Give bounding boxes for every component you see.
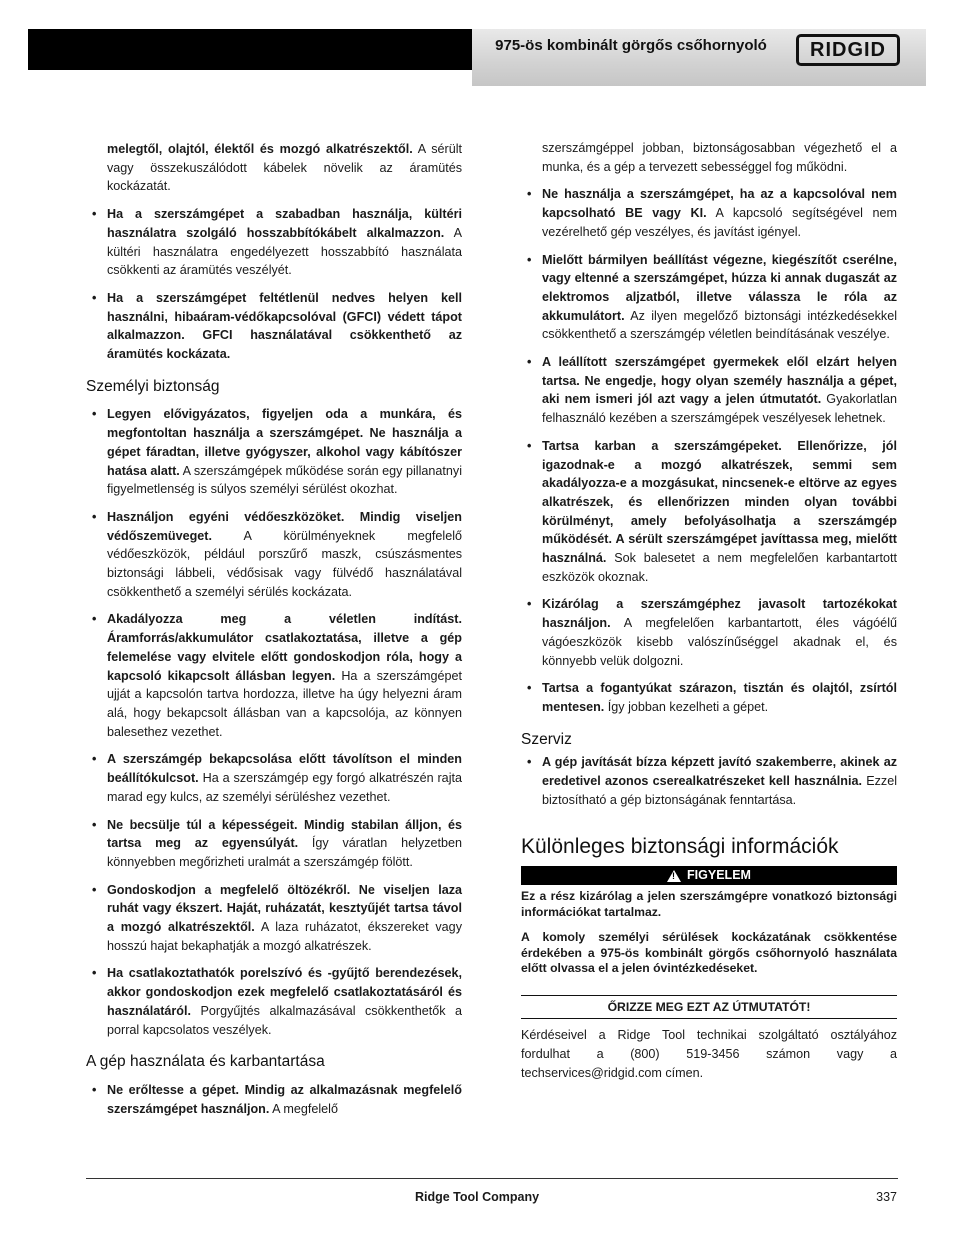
ridgid-logo: RIDGID <box>796 34 900 66</box>
bullet-bold: A szerszámgép bekapcsolása előtt távolítson el minden beállítókulcsot. <box>107 752 462 786</box>
list-item <box>521 679 897 716</box>
bullet-bold: Akadályozza meg a véletlen indítást. Áramforrás/akkumulátor csatlakoztatása, illetve a gép felemelése vagy elvitele előtt gondoskodjon róla, hogy a kapcsoló kikapcsolt állásban legyen. <box>107 612 462 683</box>
bullet-text: Ha a szerszámgép egy forgó alkatrészén rajta marad egy kulcs, az személyi sérüléshez vezethet. <box>107 771 462 804</box>
bullet-bold: Ne erőltesse a gépet. Mindig az alkalmazásnak megfelelő szerszámgépet használjon. <box>107 1082 462 1116</box>
list-item <box>86 964 462 1039</box>
bullet-text: A megfelelően karbantartott, éles vágóélű vágóeszközök kisebb valószínűséggel akadnak el, és könnyebb velük dolgozni. <box>542 616 897 668</box>
list-item <box>521 753 897 809</box>
bullet-text: Az ilyen megelőző biztonsági intézkedésekkel csökkenthető a szerszámgép véletlen beindításának veszélye. <box>542 308 897 342</box>
list-item <box>86 816 462 872</box>
header-title: 975-ös kombinált görgős csőhornyoló <box>495 37 767 54</box>
bullet-text: Gyakorlatlan felhasználó kezében a szerszámgépek veszélyesek lehetnek. <box>542 392 897 426</box>
list-item <box>86 289 462 364</box>
section-heading-personal-safety: Személyi biztonság <box>86 377 220 395</box>
warning-banner <box>521 866 897 885</box>
list-item <box>86 205 462 280</box>
list-item <box>521 353 897 428</box>
left-column <box>86 140 462 1118</box>
bullet-bold: Ha csatlakoztathatók porelszívó és -gyűjtő berendezések, akkor gondoskodjon ezek megfelelő csatlakoztatásáról és használatáról. <box>107 966 462 1018</box>
section-heading-special-safety: Különleges biztonsági információk <box>521 834 839 858</box>
list-item <box>86 405 462 499</box>
warning-text: Ez a rész kizárólag a jelen szerszámgépre vonatkozó biztonsági információkat tartalmaz. <box>521 889 897 919</box>
intro-paragraph <box>86 140 462 196</box>
bullet-text: A kapcsoló segítségével nem vezérelhető gép veszélyes, és javítást igényel. <box>542 206 897 239</box>
bullet-text: Ha a szerszámgépet ujját a kapcsolón tartva hordozza, illetve ha úgy helyezni áram alá, hogy bekapcsolt állásban van a kapcsolója, az könnyen balesethez vezethet. <box>107 668 463 739</box>
list-item <box>521 437 897 587</box>
bullet-bold: A leállított szerszámgépet gyermekek elől elzárt helyen tartsa. Ne engedje, hogy olyan személy használja a gépet, aki nem ismeri jól azt vagy a jelen útmutatót. <box>542 355 897 407</box>
page-number: 337 <box>876 1190 897 1204</box>
bullet-text: Porgyűjtés alkalmazásával csökkenthetők a porral kapcsolatos veszélyek. <box>107 1003 462 1037</box>
section-heading-machine-use: A gép használata és karbantartása <box>86 1053 325 1071</box>
warning-label: FIGYELEM <box>687 868 751 883</box>
bullet-bold: Kizárólag a szerszámgéphez javasolt tartozékokat használjon. <box>542 597 897 631</box>
bullet-text: Így jobban kezelheti a gépet. <box>604 699 769 714</box>
bullet-bold: Használjon egyéni védőeszközöket. Mindig viseljen védőszemüveget. <box>107 509 462 543</box>
warning-text: A komoly személyi sérülések kockázatának csökkentése érdekében a 975-ös kombinált görgős csőhornyoló használata előtt olvassa el a jelen óvintézkedéseket. <box>521 930 897 976</box>
bullet-bold: Gondoskodjon a megfelelő öltözékről. Ne viseljen laza ruhát vagy ékszert. Haját, ruházatát, kesztyűjét tartsa távol a mozgó alkatrészektől. <box>107 882 462 935</box>
list-item <box>86 1081 462 1118</box>
right-column <box>521 139 897 1083</box>
bullet-bold: Legyen elővigyázatos, figyeljen oda a munkára, és megfontoltan használja a szerszámgépet. Ne használja a gépet fáradtan, illetve gyógyszer, alkohol vagy kábítószer hatása alatt. <box>107 407 462 478</box>
header-black-bar <box>28 29 473 70</box>
intro-text: A sérült vagy összekuszálódott kábelek növelik az áramütés kockázatát. <box>107 142 462 194</box>
bullet-text: A kültéri használatra engedélyezett hosszabbító használata csökkenti az áramütés veszélyét. <box>107 225 462 278</box>
bullet-text: Ezzel biztosítható a gép biztonságának fenntartása. <box>542 774 897 807</box>
list-item <box>86 881 462 956</box>
list-item <box>521 185 897 241</box>
keep-instructions-label: ŐRIZZE MEG EZT AZ ÚTMUTATÓT! <box>521 995 897 1020</box>
warning-icon: ! <box>667 870 681 882</box>
bullet-bold: Ha a szerszámgépet feltétlenül nedves helyen kell használni, hibaáram-védőkapcsolóval (GFCI) védett tápot alkalmazzon. GFCI használatával csökkenthető az áramütés kockázata. <box>107 290 462 362</box>
bullet-text: A laza ruházatot, ékszereket vagy hosszú hajat bekaphatják a mozgó alkatrészek. <box>107 920 462 953</box>
bullet-text: Sok balesetet a nem megfelelően karbantartott eszközök okoznak. <box>542 551 897 584</box>
bullet-bold: Ne becsülje túl a képességeit. Mindig stabilan álljon, és tartsa meg az egyensúlyát. <box>107 817 462 851</box>
list-item <box>521 251 897 345</box>
bullet-text: Így váratlan helyzetben könnyebben megőrizheti uralmát a szerszámgép fölött. <box>107 836 462 869</box>
footer-divider <box>86 1178 898 1179</box>
bullet-bold: A gép javítását bízza képzett javító szakemberre, akinek az eredetivel azonos cserealkatrészeket kell használnia. <box>542 755 897 789</box>
footer-company: Ridge Tool Company <box>414 1190 540 1204</box>
bullet-bold: Ha a szerszámgépet a szabadban használja, kültéri használatra szolgáló hosszabbítókábelt alkalmazzon. <box>107 207 462 240</box>
list-item <box>86 750 462 806</box>
contact-paragraph: Kérdéseivel a Ridge Tool technikai szolgáltató osztályához fordulhat a (800) 519-3456 számon vagy a techservices@ridgid.com címen. <box>521 1028 897 1080</box>
bullet-bold: Tartsa karban a szerszámgépeket. Ellenőrizze, jól igazodnak-e a mozgó alkatrészek, semmi sem akadályozza-e a mozgásukat, nincsenek-e eltörve az egyes alkatrészek, és ellenőrizzen minden olyan további körülményt, amely befolyásolhatja a szerszámgép működését. A sérült szerszámgépet javíttassa meg, mielőtt használná. <box>542 438 897 566</box>
list-item <box>521 595 897 670</box>
bullet-text: A körülményeknek megfelelő védőeszközök, például porszűrő maszk, csúszásmentes biztonsági lábbeli, védősisak vagy fülvédő használatával csökkenthető a személyi sérülés kockázata. <box>107 528 462 599</box>
intro-bold: melegtől, olajtól, élektől és mozgó alkatrészektől. <box>107 142 413 156</box>
bullet-text: A megfelelő <box>269 1101 338 1116</box>
continued-paragraph: szerszámgéppel jobban, biztonságosabban végezhető el a munka, és a gép a tervezett sebességgel fog működni. <box>542 141 897 174</box>
bullet-text: A szerszámgépek működése során egy pillanatnyi figyelmetlenség is súlyos személyi sérülést okozhat. <box>107 463 462 497</box>
list-item <box>86 508 462 602</box>
section-heading-service: Szerviz <box>521 730 572 748</box>
list-item <box>86 610 462 741</box>
bullet-bold: Ne használja a szerszámgépet, ha az a kapcsolóval nem kapcsolható BE vagy KI. <box>542 187 897 221</box>
bullet-bold: Tartsa a fogantyúkat szárazon, tisztán és olajtól, zsírtól mentesen. <box>542 681 897 714</box>
bullet-bold: Mielőtt bármilyen beállítást végezne, kiegészítőt cserélne, vagy eltenné a szerszámgépet, húzza ki annak dugaszát az elektromos aljzatból, illetve válassza le róla az akkumulátort. <box>542 252 897 323</box>
